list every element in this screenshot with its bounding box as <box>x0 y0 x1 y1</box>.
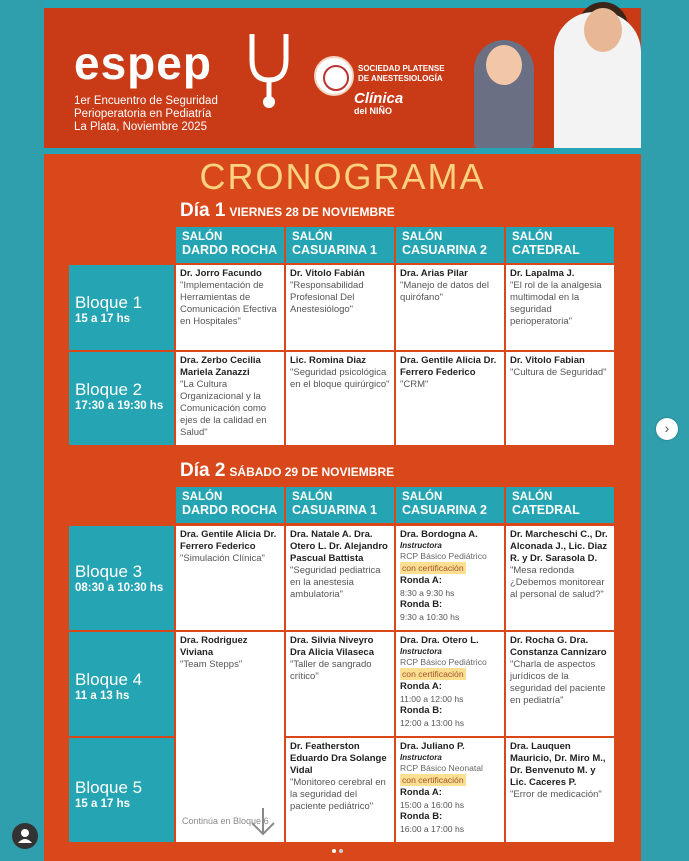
day1-title <box>180 200 395 222</box>
session-cell: Dra. Zerbo Cecilia Mariela Zanazzi "La Cultura Organizacional y la Comunicación como ejes de la calidad en Salud" <box>176 352 284 445</box>
session-cell: Lic. Romina Diaz "Seguridad psicológica en el bloque quirúrgico" <box>286 352 394 445</box>
espep-logo: espep <box>74 37 212 89</box>
block-5-label: Bloque 5 15 a 17 hs <box>69 738 174 842</box>
salon-catedral-d1: SALÓN CATEDRAL <box>506 227 614 263</box>
session-cell: Dr. Vitolo Fabian "Cultura de Seguridad" <box>506 352 614 445</box>
session-cell: Dra. Silvia Niveyro Dra Alicia Vilaseca "Taller de sangrado crítico" <box>286 632 394 736</box>
clinica-name: Clínica <box>354 90 404 107</box>
block-1-label: Bloque 1 15 a 17 hs <box>69 265 174 350</box>
salon-catedral-d2: SALÓN CATEDRAL <box>506 487 614 523</box>
arrow-down-icon <box>249 806 277 838</box>
session-cell: Dr. Marcheschi C., Dr. Alconada J., Lic. Diaz R. y Dr. Sarasola D. "Mesa redonda ¿Debemos monitorear al personal de salud?" <box>506 526 614 630</box>
block-4-label: Bloque 4 11 a 13 hs <box>69 632 174 736</box>
day1-label: Día 1 <box>180 200 226 221</box>
session-cell: Dra. Gentile Alicia Dr. Ferrero Federico "CRM" <box>396 352 504 445</box>
carousel-dots <box>332 840 346 858</box>
salon-dardo-rocha-d1: SALÓN DARDO ROCHA <box>176 227 284 263</box>
event-description <box>74 95 218 134</box>
session-cell: Dra. Arias Pilar "Manejo de datos del quirófano" <box>396 265 504 350</box>
spa-line-2: DE ANESTESIOLOGÍA <box>358 74 443 83</box>
salon-casuarina2-d2: SALÓN CASUARINA 2 <box>396 487 504 523</box>
session-cell: Dra. Lauquen Mauricio, Dr. Miro M., Dr. Benvenuto M. y Lic. Caceres P. "Error de medicación" <box>506 738 614 842</box>
day1-date: VIERNES 28 DE NOVIEMBRE <box>229 205 395 219</box>
session-cell: Dra. Natale A. Dra. Otero L. Dr. Alejandro Pascual Battista "Seguridad pediatrica en la anestesia ambulatoria" <box>286 526 394 630</box>
salon-casuarina2-d1: SALÓN CASUARINA 2 <box>396 227 504 263</box>
event-line-2: Perioperatoria en Pediatría <box>74 108 212 120</box>
person-icon[interactable] <box>12 823 38 849</box>
day2-date: SÁBADO 29 DE NOVIEMBRE <box>229 465 395 479</box>
day2-title <box>180 460 394 482</box>
schedule-poster <box>44 0 641 861</box>
next-slide-button[interactable]: › <box>656 418 678 440</box>
header-photo <box>454 0 641 148</box>
sponsor-clinica <box>354 92 403 118</box>
block-2-label: Bloque 2 17:30 a 19:30 hs <box>69 352 174 445</box>
session-cell: Dr. Vitolo Fabián "Responsabilidad Profesional Del Anestesiólogo" <box>286 265 394 350</box>
salon-casuarina1-d2: SALÓN CASUARINA 1 <box>286 487 394 523</box>
clinica-sub: del NIÑO <box>354 106 393 116</box>
event-line-3: La Plata, Noviembre 2025 <box>74 121 207 133</box>
session-cell: Dr. Lapalma J. "El rol de la analgesia multimodal en la seguridad perioperatoria" <box>506 265 614 350</box>
block-3-label: Bloque 3 08:30 a 10:30 hs <box>69 526 174 630</box>
session-cell: Dr. Rocha G. Dra. Constanza Cannizaro "Charla de aspectos jurídicos de la seguridad del paciente en pediatría" <box>506 632 614 736</box>
carousel-dot-active[interactable] <box>332 849 336 853</box>
stethoscope-icon <box>244 30 294 110</box>
session-cell: Dr. Featherston Eduardo Dra Solange Vidal "Monitoreo cerebral en la seguridad del paciente pediátrico" <box>286 738 394 842</box>
girl-head <box>486 45 522 85</box>
session-cell: Dra. Rodriguez Viviana "Team Stepps" <box>176 632 284 842</box>
spa-seal-icon <box>314 56 354 96</box>
doctor-head <box>584 8 622 52</box>
session-cell: Dra. Juliano P. Instructora RCP Básico Neonatal con certificación Ronda A: 15:00 a 16:00 hs Ronda B: 16:00 a 17:00 hs <box>396 738 504 842</box>
spa-line-1: SOCIEDAD PLATENSE <box>358 64 445 73</box>
carousel-dot[interactable] <box>339 849 343 853</box>
header-divider <box>44 148 641 154</box>
session-cell: Dra. Gentile Alicia Dr. Ferrero Federico "Simulación Clínica" <box>176 526 284 630</box>
salon-dardo-rocha-d2: SALÓN DARDO ROCHA <box>176 487 284 523</box>
day2-label: Día 2 <box>180 460 226 481</box>
session-cell: Dr. Jorro Facundo "Implementación de Herramientas de Comunicación Efectiva en Hospitales" <box>176 265 284 350</box>
page-title: CRONOGRAMA <box>199 156 486 197</box>
continues-note: Continúa en Bloque 6 <box>182 816 269 826</box>
session-cell: Dra. Dra. Otero L. Instructora RCP Básico Pediátrico con certificación Ronda A: 11:00 a 12:00 hs Ronda B: 12:00 a 13:00 hs <box>396 632 504 736</box>
session-cell: Dra. Bordogna A. Instructora RCP Básico Pediátrico con certificación Ronda A: 8:30 a 9:30 hs Ronda B: 9:30 a 10:30 hs <box>396 526 504 630</box>
event-line-1: 1er Encuentro de Seguridad <box>74 95 218 107</box>
salon-casuarina1-d1: SALÓN CASUARINA 1 <box>286 227 394 263</box>
